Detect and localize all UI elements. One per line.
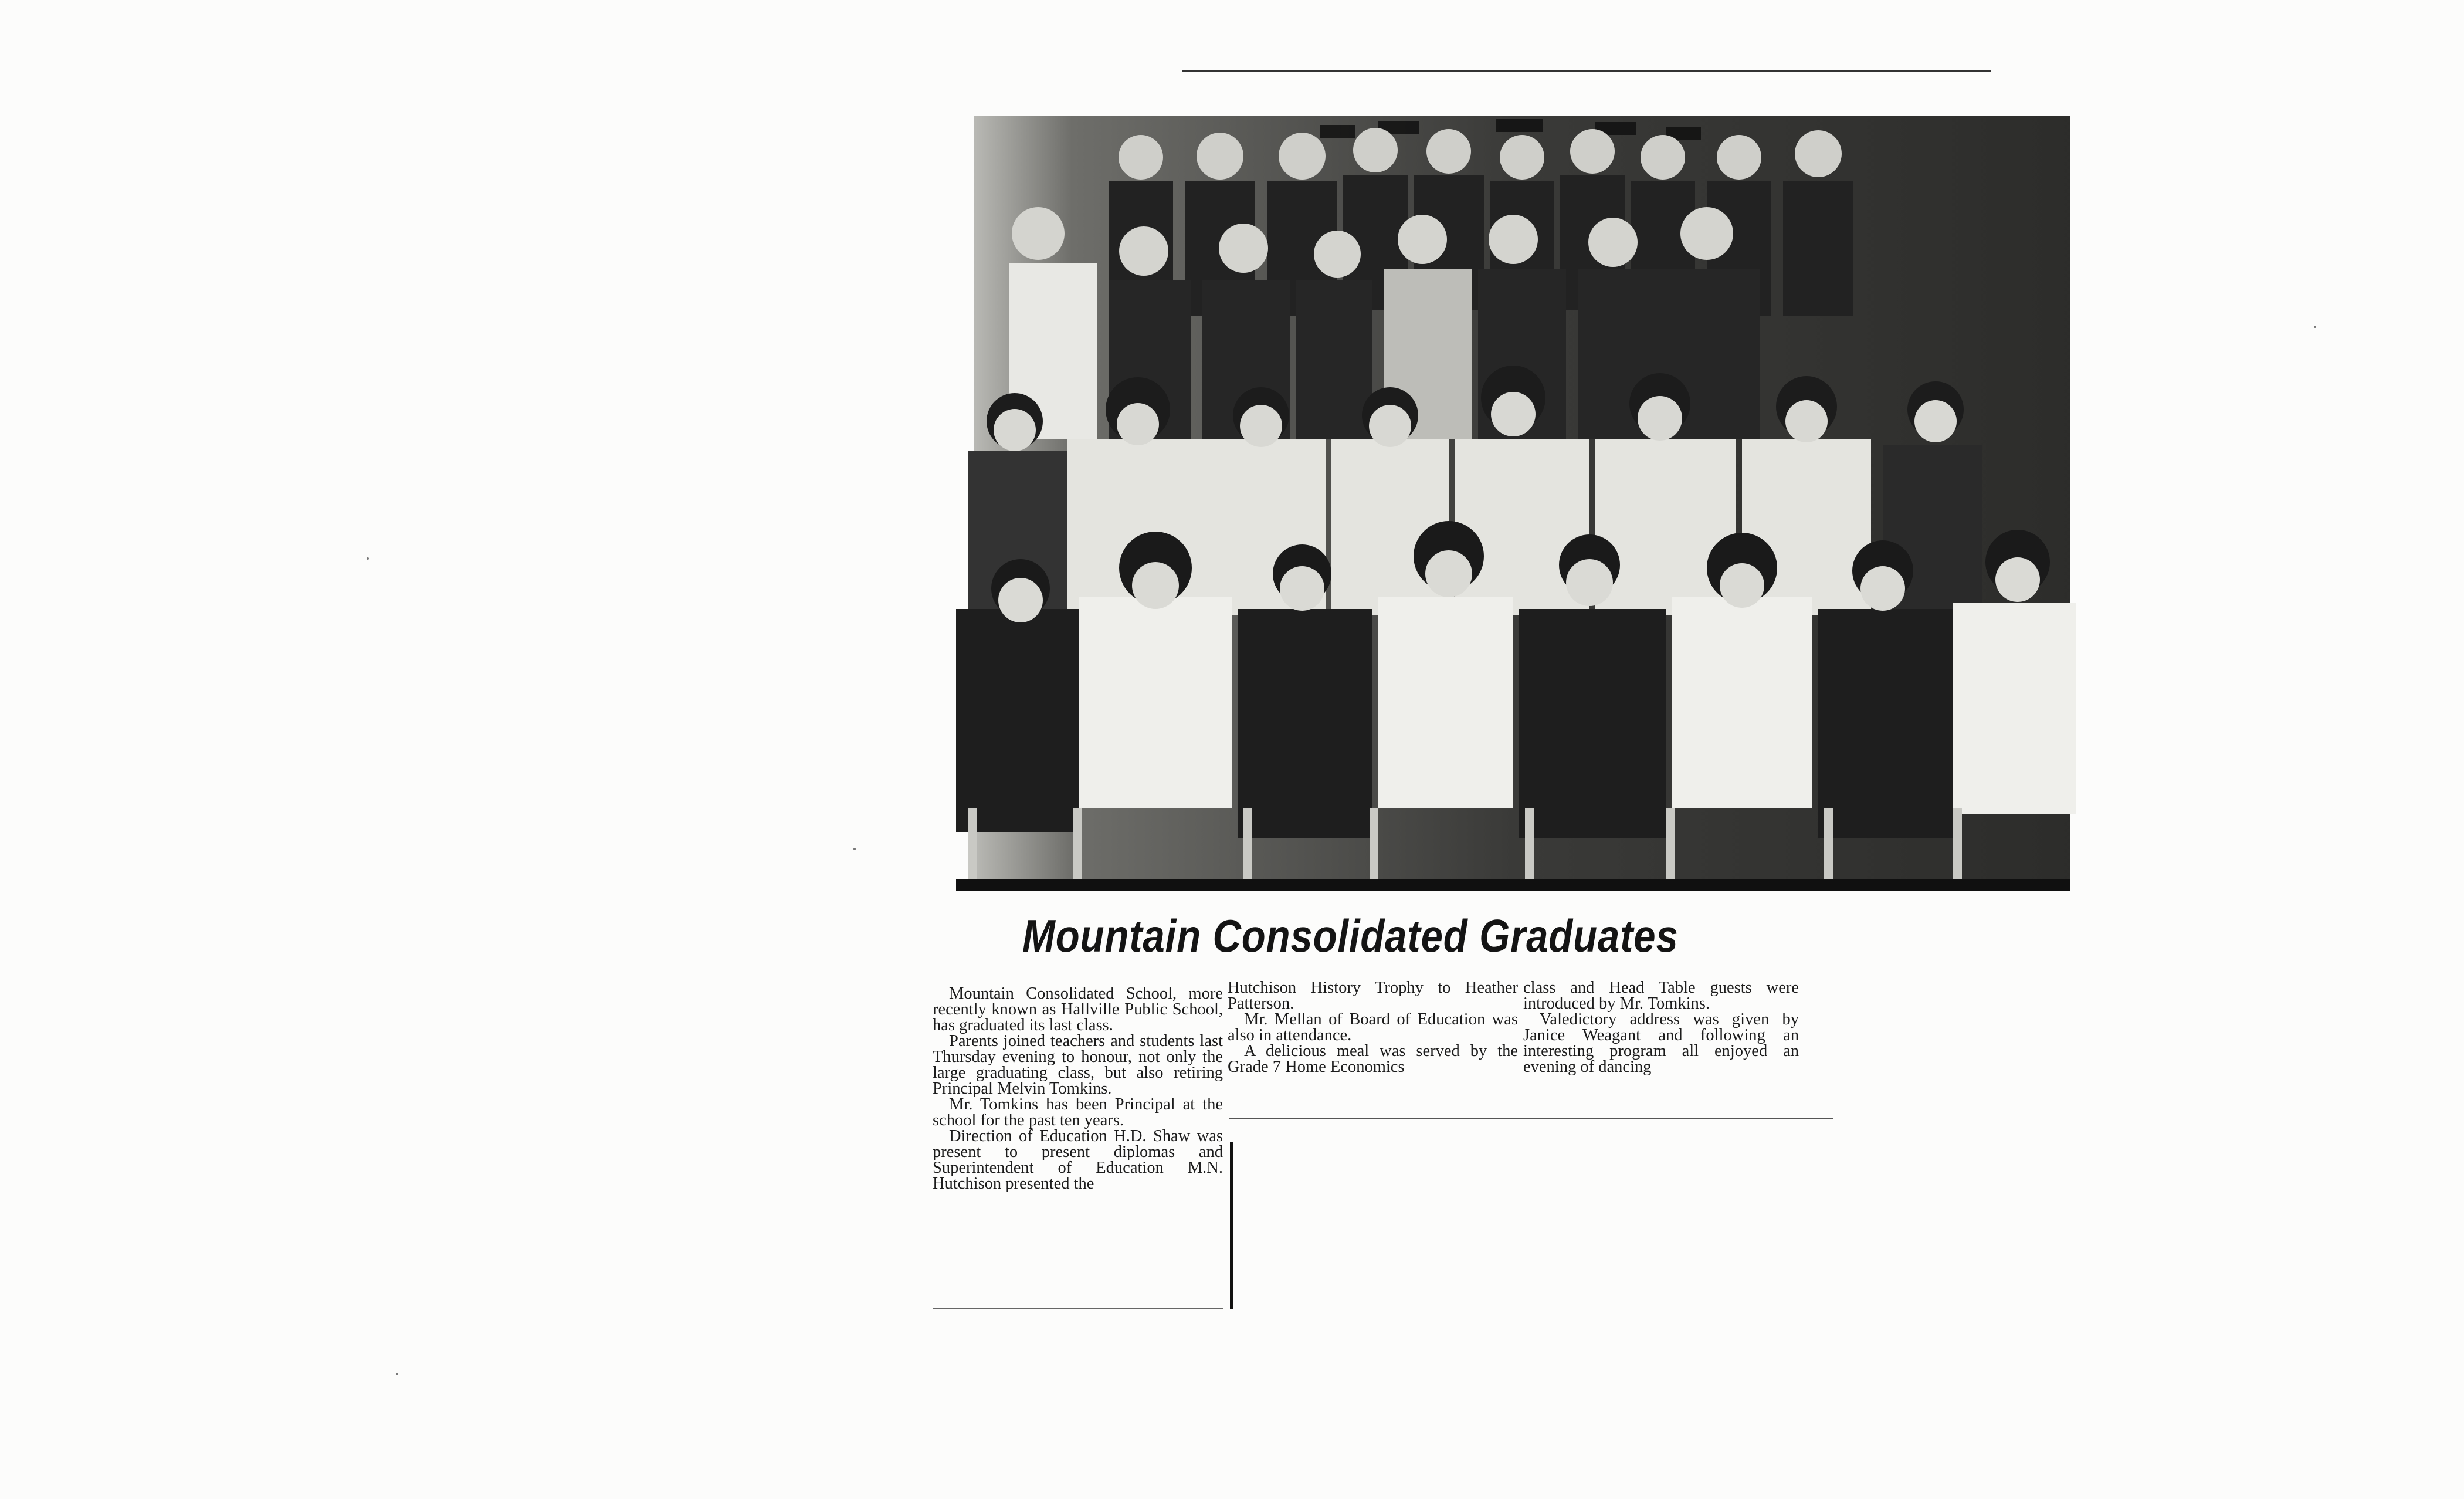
- graduates-group-photo: [933, 93, 2094, 891]
- column-rule: [1230, 1142, 1233, 1309]
- paragraph: Mr. Mellan of Board of Education was also in attendance.: [1228, 1010, 1518, 1044]
- article-column-2: [1228, 980, 1518, 1075]
- scan-speck: [396, 1373, 398, 1375]
- headline: Mountain Consolidated Graduates: [1022, 910, 1679, 962]
- scan-speck: [367, 557, 369, 560]
- newspaper-clipping: [906, 67, 2109, 1317]
- photo-image: [933, 93, 2094, 891]
- paragraph: Direction of Education H.D. Shaw was present to present diplomas and Superintendent of Education M.N. Hutchison presented the: [933, 1127, 1223, 1193]
- scan-speck: [2314, 326, 2316, 328]
- paragraph: Mountain Consolidated School, more recently known as Hallville Public School, has graduated its last class.: [933, 984, 1223, 1034]
- paragraph: Mr. Tomkins has been Principal at the school for the past ten years.: [933, 1095, 1223, 1129]
- scan-speck: [853, 848, 856, 850]
- article-column-3: [1523, 980, 1799, 1075]
- paragraph: Valedictory address was given by Janice Weagant and following an interesting program all enjoyed an evening of dancing: [1523, 1010, 1799, 1076]
- top-rule: [1182, 70, 1991, 72]
- mid-rule: [1229, 1118, 1833, 1119]
- bottom-rule: [933, 1308, 1223, 1309]
- article-column-1: [933, 986, 1223, 1192]
- paragraph: Parents joined teachers and students last Thursday evening to honour, not only the large graduating class, but also retiring Principal Melvin Tomkins.: [933, 1032, 1223, 1098]
- paragraph: Hutchison History Trophy to Heather Patterson.: [1228, 979, 1518, 1013]
- paragraph: A delicious meal was served by the Grade 7 Home Economics: [1228, 1042, 1518, 1076]
- paragraph: class and Head Table guests were introduced by Mr. Tomkins.: [1523, 979, 1799, 1013]
